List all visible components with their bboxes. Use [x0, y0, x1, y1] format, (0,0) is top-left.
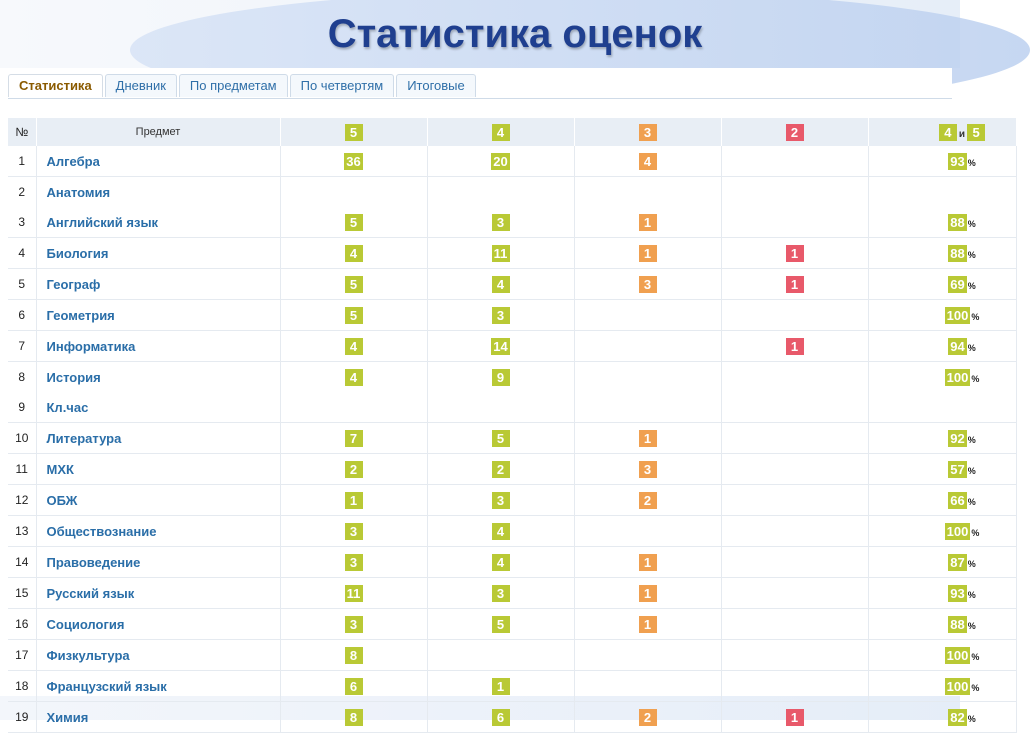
grade-3-count-badge: 3 [639, 461, 657, 478]
row-number: 5 [8, 269, 36, 300]
row-number: 14 [8, 547, 36, 578]
grade-4-count-cell [427, 238, 574, 269]
grade-4-count-badge: 1 [492, 678, 510, 695]
quality-percent-cell [868, 702, 1016, 733]
grade-3-count-cell [574, 547, 721, 578]
quality-percent-badge: 93 [950, 585, 965, 601]
grade-4-count-badge: 6 [492, 709, 510, 726]
quality-percent-badge: 66 [950, 492, 965, 508]
grade-5-count-cell [280, 516, 427, 547]
grade-5-count-badge: 3 [345, 616, 363, 633]
quality-percent-cell [868, 177, 1016, 208]
quality-percent-cell [868, 362, 1016, 393]
grade-4-count-cell [427, 547, 574, 578]
grade-5-count-cell [280, 238, 427, 269]
tab-bar [8, 74, 478, 98]
quality-percent-badge: 100 [946, 647, 969, 663]
grade-5-count-badge: 4 [345, 245, 363, 262]
grade-2-count-cell [721, 640, 868, 671]
grade-5-count-cell [280, 392, 427, 423]
table-row [8, 238, 1016, 269]
header-number: № [8, 118, 36, 146]
percent-sign: % [967, 713, 976, 724]
grade-3-count-badge: 1 [639, 554, 657, 571]
grade-3-badge: 3 [639, 124, 657, 141]
grade-5-count-cell [280, 547, 427, 578]
percent-sign: % [971, 651, 980, 662]
grade-2-badge: 2 [786, 124, 804, 141]
grade-4-count-badge: 11 [492, 245, 510, 262]
grade-3-count-badge: 2 [639, 709, 657, 726]
quality-percent-badge: 100 [946, 369, 969, 385]
quality-percent-cell [868, 640, 1016, 671]
table-row [8, 454, 1016, 485]
quality-percent-cell [868, 331, 1016, 362]
subject-link[interactable]: Обществознание [36, 516, 280, 547]
grade-5-count-badge: 2 [345, 461, 363, 478]
grade-4-count-cell [427, 392, 574, 423]
header-grade-2 [721, 118, 868, 146]
subject-link[interactable]: Французский язык [36, 671, 280, 702]
row-number: 3 [8, 207, 36, 238]
grade-2-count-cell [721, 392, 868, 423]
quality-percent-badge: 93 [950, 153, 965, 169]
row-number: 8 [8, 362, 36, 393]
subject-link[interactable]: Социология [36, 609, 280, 640]
grade-3-count-cell [574, 207, 721, 238]
subject-link[interactable]: Географ [36, 269, 280, 300]
quality-percent-badge: 57 [950, 461, 965, 477]
grade-3-count-cell [574, 331, 721, 362]
grade-5-count-cell [280, 300, 427, 331]
tab-divider [8, 98, 952, 99]
tab-diary[interactable]: Дневник [105, 74, 177, 97]
grade-2-count-badge: 1 [786, 709, 804, 726]
grade-4-count-badge: 5 [492, 616, 510, 633]
row-number: 6 [8, 300, 36, 331]
grade-5-count-badge: 1 [345, 492, 363, 509]
grade-4-count-cell [427, 207, 574, 238]
table-row [8, 702, 1016, 733]
table-row [8, 362, 1016, 393]
grade-4-count-cell [427, 578, 574, 609]
percent-sign: % [967, 620, 976, 631]
grade-4-count-badge: 3 [492, 307, 510, 324]
percent-sign: % [967, 280, 976, 291]
grade-5-count-cell [280, 578, 427, 609]
grade-5-badge: 5 [345, 124, 363, 141]
table-header-row [8, 118, 1016, 146]
grade-5-count-cell [280, 609, 427, 640]
table-row [8, 640, 1016, 671]
quality-percent-cell [868, 547, 1016, 578]
grade-3-count-badge: 1 [639, 245, 657, 262]
grade-5-count-badge: 11 [345, 585, 363, 602]
grade-3-count-badge: 4 [639, 153, 657, 170]
grade-4-count-cell [427, 702, 574, 733]
row-number: 2 [8, 177, 36, 208]
grade-4-count-badge: 3 [492, 214, 510, 231]
row-number: 11 [8, 454, 36, 485]
percent-sign: % [967, 589, 976, 600]
quality-percent-cell [868, 300, 1016, 331]
grade-2-count-cell [721, 578, 868, 609]
percent-sign: % [967, 157, 976, 168]
subject-link[interactable]: Информатика [36, 331, 280, 362]
grade-4-count-cell [427, 485, 574, 516]
subject-link[interactable]: Анатомия [36, 177, 280, 208]
grade-3-count-cell [574, 609, 721, 640]
table-row [8, 269, 1016, 300]
percent-sign: % [967, 558, 976, 569]
grade-3-count-cell [574, 485, 721, 516]
quality-percent-badge: 94 [950, 338, 965, 354]
grade-4-count-cell [427, 671, 574, 702]
grade-2-count-cell [721, 207, 868, 238]
grade-4-count-cell [427, 146, 574, 177]
grade-4-count-badge: 20 [493, 153, 508, 169]
grade-4-count-cell [427, 640, 574, 671]
grade-5-count-badge: 6 [345, 678, 363, 695]
table-row [8, 671, 1016, 702]
table-row [8, 331, 1016, 362]
grade-4-count-badge: 9 [492, 369, 510, 386]
row-number: 16 [8, 609, 36, 640]
subject-link[interactable]: Алгебра [36, 146, 280, 177]
subject-link[interactable]: Кл.час [36, 392, 280, 423]
grade-3-count-cell [574, 423, 721, 454]
grade-5-count-badge: 5 [345, 276, 363, 293]
grade-3-count-badge: 1 [639, 585, 657, 602]
grade-5-count-cell [280, 207, 427, 238]
row-number: 19 [8, 702, 36, 733]
percent-sign: % [967, 249, 976, 260]
row-number: 12 [8, 485, 36, 516]
grade-4-count-cell [427, 331, 574, 362]
grade-3-count-cell [574, 238, 721, 269]
table-row [8, 300, 1016, 331]
table-row [8, 578, 1016, 609]
table-row [8, 547, 1016, 578]
quality-percent-cell [868, 609, 1016, 640]
subject-link[interactable]: История [36, 362, 280, 393]
grade-4-count-cell [427, 454, 574, 485]
header-grade-4 [427, 118, 574, 146]
row-number: 13 [8, 516, 36, 547]
table-row [8, 423, 1016, 454]
grade-2-count-cell [721, 331, 868, 362]
grade-5-count-cell [280, 702, 427, 733]
grade-5-count-badge: 5 [345, 307, 363, 324]
grade-5-count-cell [280, 331, 427, 362]
percent-sign: % [967, 496, 976, 507]
subject-link[interactable]: Химия [36, 702, 280, 733]
subject-link[interactable]: Физкультура [36, 640, 280, 671]
grade-3-count-cell [574, 146, 721, 177]
table-row [8, 485, 1016, 516]
grade-2-count-badge: 1 [786, 276, 804, 293]
grade-4-count-badge: 5 [492, 430, 510, 447]
grade-3-count-badge: 1 [639, 214, 657, 231]
grade-3-count-badge: 1 [639, 616, 657, 633]
grade-5-badge: 5 [967, 124, 985, 141]
row-number: 9 [8, 392, 36, 423]
grade-2-count-cell [721, 702, 868, 733]
grade-5-count-cell [280, 269, 427, 300]
grade-2-count-cell [721, 609, 868, 640]
row-number: 10 [8, 423, 36, 454]
subject-link[interactable]: Геометрия [36, 300, 280, 331]
statistics-panel [4, 68, 980, 725]
grade-3-count-badge: 2 [639, 492, 657, 509]
quality-percent-badge: 100 [946, 678, 969, 694]
table-row [8, 177, 1016, 208]
row-number: 18 [8, 671, 36, 702]
grade-2-count-cell [721, 485, 868, 516]
grade-4-count-badge: 4 [492, 554, 510, 571]
grade-5-count-badge: 3 [345, 554, 363, 571]
quality-percent-badge: 69 [950, 276, 965, 292]
grade-3-count-badge: 3 [639, 276, 657, 293]
grade-2-count-cell [721, 454, 868, 485]
grade-2-count-cell [721, 547, 868, 578]
tab-by-quarter[interactable]: По четвертям [290, 74, 395, 97]
grade-5-count-cell [280, 177, 427, 208]
quality-percent-badge: 100 [946, 307, 969, 323]
quality-percent-badge: 82 [950, 709, 965, 725]
grade-3-count-cell [574, 578, 721, 609]
grade-4-count-cell [427, 609, 574, 640]
grade-4-count-badge: 4 [492, 276, 510, 293]
quality-percent-cell [868, 485, 1016, 516]
grade-4-count-cell [427, 177, 574, 208]
grade-4-count-badge: 3 [492, 585, 510, 602]
grade-2-count-cell [721, 146, 868, 177]
grade-4-count-cell [427, 423, 574, 454]
quality-percent-cell [868, 207, 1016, 238]
header-and-text: и [958, 128, 966, 140]
quality-percent-cell [868, 516, 1016, 547]
quality-percent-cell [868, 238, 1016, 269]
quality-percent-badge: 88 [950, 245, 965, 261]
grade-4-badge: 4 [939, 124, 957, 141]
row-number: 15 [8, 578, 36, 609]
subject-link[interactable]: ОБЖ [36, 485, 280, 516]
percent-sign: % [967, 342, 976, 353]
grade-5-count-badge: 8 [345, 647, 363, 664]
grade-3-count-cell [574, 454, 721, 485]
grade-4-count-badge: 14 [493, 338, 508, 354]
grade-5-count-cell [280, 640, 427, 671]
grade-5-count-badge: 7 [345, 430, 363, 447]
quality-percent-badge: 100 [946, 523, 969, 539]
row-number: 7 [8, 331, 36, 362]
grade-5-count-cell [280, 671, 427, 702]
tab-statistics[interactable]: Статистика [8, 74, 103, 97]
grade-5-count-badge: 4 [345, 338, 363, 355]
subject-link[interactable]: Литература [36, 423, 280, 454]
grade-3-count-cell [574, 177, 721, 208]
quality-percent-badge: 88 [950, 616, 965, 632]
grade-3-count-cell [574, 300, 721, 331]
grade-2-count-cell [721, 671, 868, 702]
quality-percent-cell [868, 146, 1016, 177]
grade-4-count-cell [427, 300, 574, 331]
grade-5-count-cell [280, 423, 427, 454]
grade-2-count-cell [721, 423, 868, 454]
grade-4-badge: 4 [492, 124, 510, 141]
quality-percent-cell [868, 671, 1016, 702]
quality-percent-badge: 87 [950, 554, 965, 570]
grade-5-count-badge: 5 [345, 214, 363, 231]
grade-2-count-cell [721, 177, 868, 208]
quality-percent-cell [868, 423, 1016, 454]
grade-3-count-cell [574, 362, 721, 393]
subject-link[interactable]: МХК [36, 454, 280, 485]
grade-3-count-cell [574, 671, 721, 702]
header-grade-5 [280, 118, 427, 146]
grade-2-count-badge: 1 [786, 245, 804, 262]
grade-5-count-cell [280, 146, 427, 177]
subject-link[interactable]: Правоведение [36, 547, 280, 578]
quality-percent-cell [868, 269, 1016, 300]
grade-2-count-cell [721, 516, 868, 547]
grade-5-count-cell [280, 485, 427, 516]
grade-5-count-badge: 3 [345, 523, 363, 540]
grade-3-count-cell [574, 269, 721, 300]
subject-link[interactable]: Английский язык [36, 207, 280, 238]
table-row [8, 207, 1016, 238]
header-grade-3 [574, 118, 721, 146]
quality-percent-badge: 92 [950, 430, 965, 446]
tab-final[interactable]: Итоговые [396, 74, 476, 97]
grade-5-count-badge: 8 [345, 709, 363, 726]
grade-4-count-badge: 3 [492, 492, 510, 509]
table-row [8, 516, 1016, 547]
row-number: 17 [8, 640, 36, 671]
grade-5-count-badge: 4 [345, 369, 363, 386]
table-row [8, 392, 1016, 423]
grade-4-count-badge: 4 [492, 523, 510, 540]
quality-percent-badge: 88 [950, 214, 965, 230]
tab-by-subject[interactable]: По предметам [179, 74, 288, 97]
quality-percent-cell [868, 392, 1016, 423]
header-subject: Предмет [36, 118, 280, 146]
percent-sign: % [967, 465, 976, 476]
grade-2-count-badge: 1 [786, 338, 804, 355]
subject-link[interactable]: Биология [36, 238, 280, 269]
percent-sign: % [967, 434, 976, 445]
grade-4-count-cell [427, 362, 574, 393]
grade-4-count-cell [427, 516, 574, 547]
grade-2-count-cell [721, 269, 868, 300]
header-quality-percent [868, 118, 1016, 146]
percent-sign: % [971, 373, 980, 384]
page-title: Статистика оценок [327, 12, 703, 56]
grade-3-count-cell [574, 392, 721, 423]
row-number: 1 [8, 146, 36, 177]
grades-table [8, 118, 1017, 733]
grade-5-count-cell [280, 362, 427, 393]
quality-percent-cell [868, 578, 1016, 609]
row-number: 4 [8, 238, 36, 269]
grade-3-count-cell [574, 516, 721, 547]
table-row [8, 146, 1016, 177]
subject-link[interactable]: Русский язык [36, 578, 280, 609]
grade-4-count-badge: 2 [492, 461, 510, 478]
percent-sign: % [971, 527, 980, 538]
grade-4-count-cell [427, 269, 574, 300]
percent-sign: % [967, 218, 976, 229]
grade-2-count-cell [721, 362, 868, 393]
percent-sign: % [971, 311, 980, 322]
grade-3-count-cell [574, 702, 721, 733]
grade-3-count-badge: 1 [639, 430, 657, 447]
quality-percent-cell [868, 454, 1016, 485]
grade-5-count-cell [280, 454, 427, 485]
percent-sign: % [971, 682, 980, 693]
grade-2-count-cell [721, 300, 868, 331]
table-row [8, 609, 1016, 640]
grade-2-count-cell [721, 238, 868, 269]
grade-5-count-badge: 36 [346, 153, 361, 169]
grade-3-count-cell [574, 640, 721, 671]
